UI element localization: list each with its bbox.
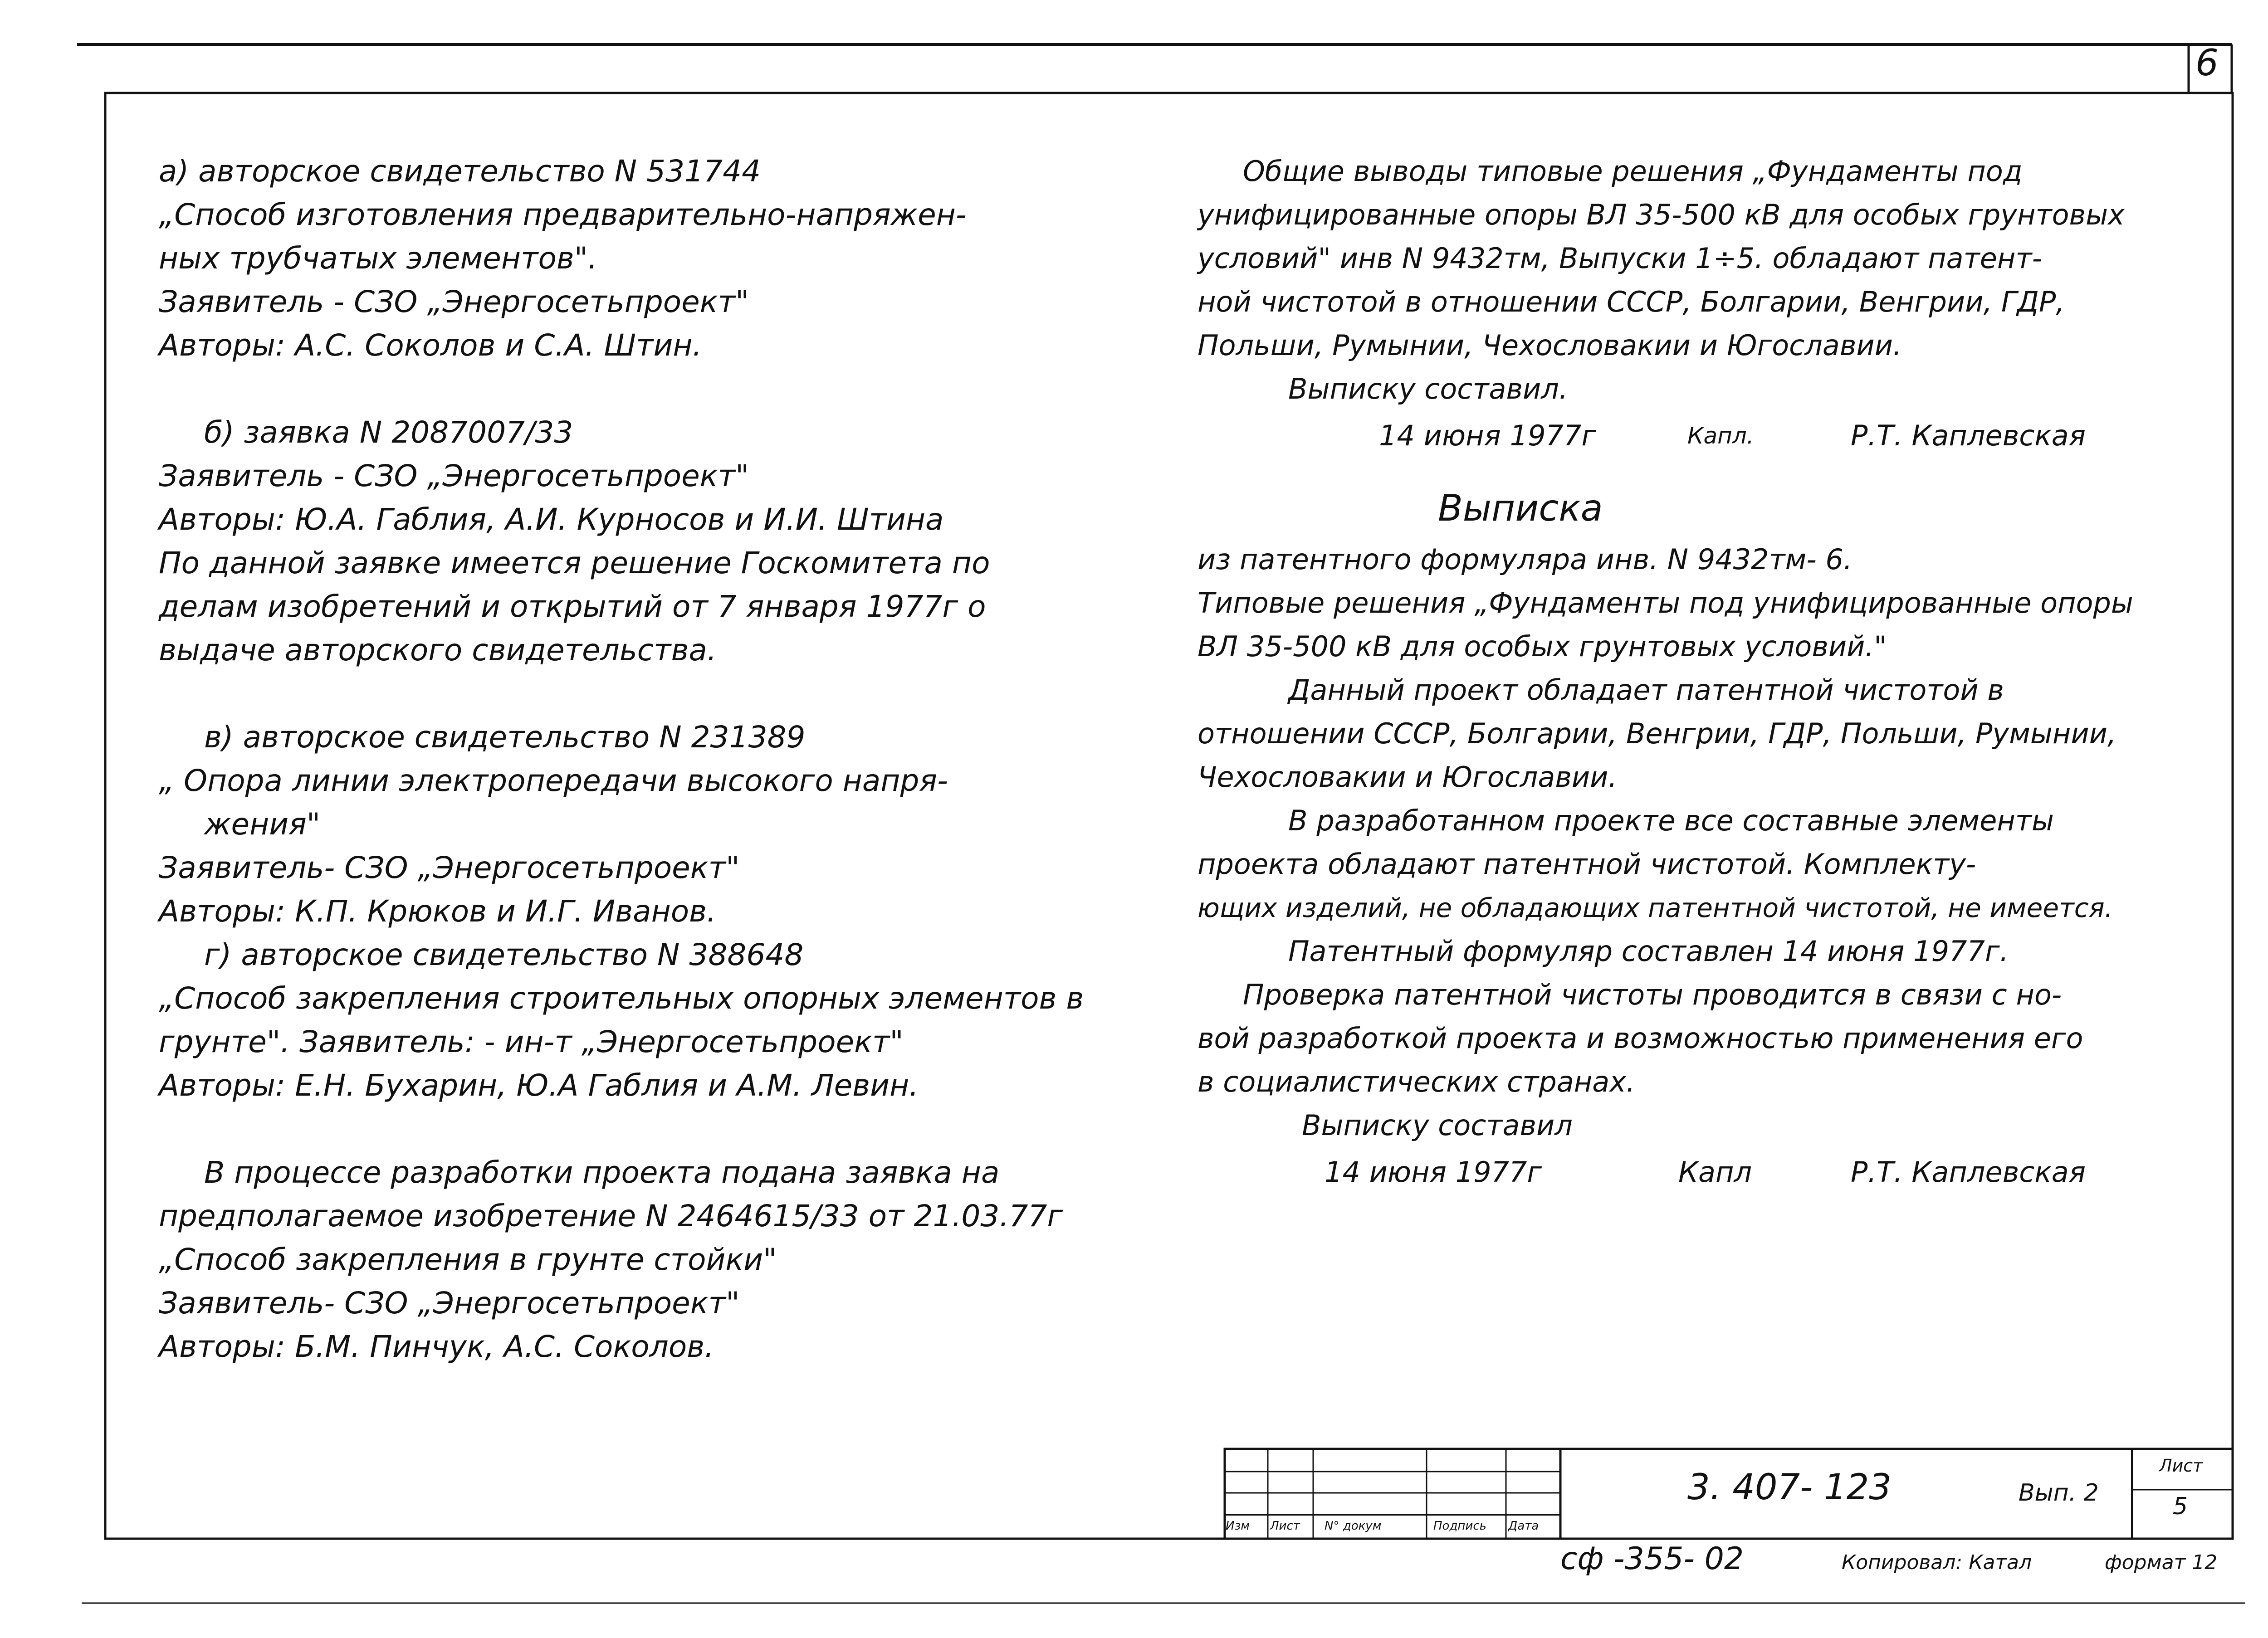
extract-line4: Данный проект обладает патентной чистотой в xyxy=(1288,673,2004,707)
item-v-name-line1: „ Опора линии электропередачи высокого напря- xyxy=(159,763,948,798)
process-applicant: Заявитель- СЗО „Энергосетьпроект" xyxy=(159,1286,740,1321)
conclusions-line2: унифицированные опоры ВЛ 35-500 кВ для особых грунтовых xyxy=(1198,198,2125,231)
extract-signature: Капл xyxy=(1678,1155,1752,1189)
item-b-note-line2: делам изобретений и открытий от 7 января 1977г о xyxy=(159,589,986,624)
extract-line1: из патентного формуляра инв. N 9432тм- 6. xyxy=(1198,543,1853,576)
conclusions-signature-row xyxy=(1198,411,2195,461)
extract-line12: вой разработкой проекта и возможностью применения его xyxy=(1198,1022,2083,1055)
extract-heading: Выписка xyxy=(1438,487,1603,529)
conclusions-compiled: Выписку составил. xyxy=(1288,372,1568,405)
extract-line6: Чехословакии и Югославии. xyxy=(1198,760,1618,794)
conclusions-line3: условий" инв N 9432тм, Выпуски 1÷5. обладают патент- xyxy=(1198,242,2042,275)
extract-line2: Типовые решения „Фундаменты под унифицированные опоры xyxy=(1198,586,2133,619)
item-b-note-line1: По данной заявке имеется решение Госкомитета по xyxy=(159,546,990,580)
extract-line11: Проверка патентной чистоты проводится в связи с но- xyxy=(1243,978,2062,1011)
item-a-name-line1: „Способ изготовления предварительно-напряжен- xyxy=(159,197,967,232)
process-line2: предполагаемое изобретение N 2464615/33 от 21.03.77г xyxy=(159,1199,1063,1233)
tb-sheet-label: Лист xyxy=(2159,1456,2203,1476)
extract-line5: отношении СССР, Болгарии, Венгрии, ГДР, Польши, Румынии, xyxy=(1198,717,2116,750)
tb-sheet-number: 5 xyxy=(2173,1493,2188,1520)
item-g-authors: Авторы: Е.Н. Бухарин, Ю.А Габлия и А.М. Левин. xyxy=(159,1068,919,1103)
extract-signer: Р.Т. Каплевская xyxy=(1851,1155,2086,1189)
item-b-title: б) заявка N 2087007/33 xyxy=(204,415,573,450)
conclusions-line4: ной чистотой в отношении СССР, Болгарии, Венгрии, ГДР, xyxy=(1198,285,2065,318)
extract-line9: ющих изделий, не обладающих патентной чистотой, не имеется. xyxy=(1198,892,2113,923)
tb-col-izm: Изм xyxy=(1226,1519,1250,1533)
item-v-applicant: Заявитель- СЗО „Энергосетьпроект" xyxy=(159,850,740,885)
extract-line3: ВЛ 35-500 кВ для особых грунтовых условий." xyxy=(1198,630,1887,663)
item-a-name-line2: ных трубчатых элементов". xyxy=(159,241,598,276)
item-a-authors: Авторы: А.С. Соколов и С.А. Штин. xyxy=(159,328,702,363)
tb-issue: Вып. 2 xyxy=(2019,1479,2099,1506)
conclusions-signature: Капл. xyxy=(1687,423,1754,449)
footer-code: сф -355- 02 xyxy=(1560,1541,1744,1577)
process-line1: В процессе разработки проекта подана заявка на xyxy=(204,1155,1000,1190)
extract-signature-row xyxy=(1198,1147,2195,1197)
footer-format: формат 12 xyxy=(2105,1551,2218,1574)
extract-line10: Патентный формуляр составлен 14 июня 1977г. xyxy=(1288,935,2009,968)
right-column xyxy=(1198,150,2195,1197)
extract-compiled: Выписку составил xyxy=(1302,1109,1573,1142)
process-line3: „Способ закрепления в грунте стойки" xyxy=(159,1242,777,1277)
item-b-note-line3: выдаче авторского свидетельства. xyxy=(159,633,717,668)
extract-date: 14 июня 1977г xyxy=(1325,1155,1542,1189)
conclusions-line1: Общие выводы типовые решения „Фундаменты под xyxy=(1243,155,2023,188)
extract-line8: проекта обладают патентной чистотой. Комплекту- xyxy=(1198,848,1976,881)
item-g-title: г) авторское свидетельство N 388648 xyxy=(204,937,804,972)
conclusions-date: 14 июня 1977г xyxy=(1379,419,1596,452)
tb-col-sign: Подпись xyxy=(1433,1519,1486,1533)
tb-col-doc: N° докум xyxy=(1325,1519,1382,1533)
item-a-title: а) авторское свидетельство N 531744 xyxy=(159,154,761,189)
item-g-name-line2: грунте". Заявитель: - ин-т „Энергосетьпроект" xyxy=(159,1024,904,1059)
item-g-name-line1: „Способ закрепления строительных опорных элементов в xyxy=(159,981,1084,1016)
conclusions-line5: Польши, Румынии, Чехословакии и Югославии. xyxy=(1198,329,1902,362)
page-number: 6 xyxy=(2195,42,2219,84)
left-column xyxy=(159,150,1148,1369)
item-b-authors: Авторы: Ю.А. Габлия, А.И. Курносов и И.И. Штина xyxy=(159,502,944,537)
item-b-applicant: Заявитель - СЗО „Энергосетьпроект" xyxy=(159,458,749,493)
conclusions-signer: Р.Т. Каплевская xyxy=(1851,419,2086,452)
tb-col-list: Лист xyxy=(1270,1519,1300,1533)
tb-designation: 3. 407- 123 xyxy=(1687,1467,1892,1508)
item-v-title: в) авторское свидетельство N 231389 xyxy=(204,720,806,755)
item-v-name-line2: жения" xyxy=(204,807,321,842)
item-v-authors: Авторы: К.П. Крюков и И.Г. Иванов. xyxy=(159,894,717,929)
process-authors: Авторы: Б.М. Пинчук, А.С. Соколов. xyxy=(159,1329,714,1364)
footer-copied: Копировал: Катал xyxy=(1842,1551,2032,1574)
tb-col-date: Дата xyxy=(1508,1519,1539,1533)
extract-line13: в социалистических странах. xyxy=(1198,1065,1635,1098)
item-a-applicant: Заявитель - СЗО „Энергосетьпроект" xyxy=(159,284,749,319)
extract-line7: В разработанном проекте все составные элементы xyxy=(1288,804,2054,837)
